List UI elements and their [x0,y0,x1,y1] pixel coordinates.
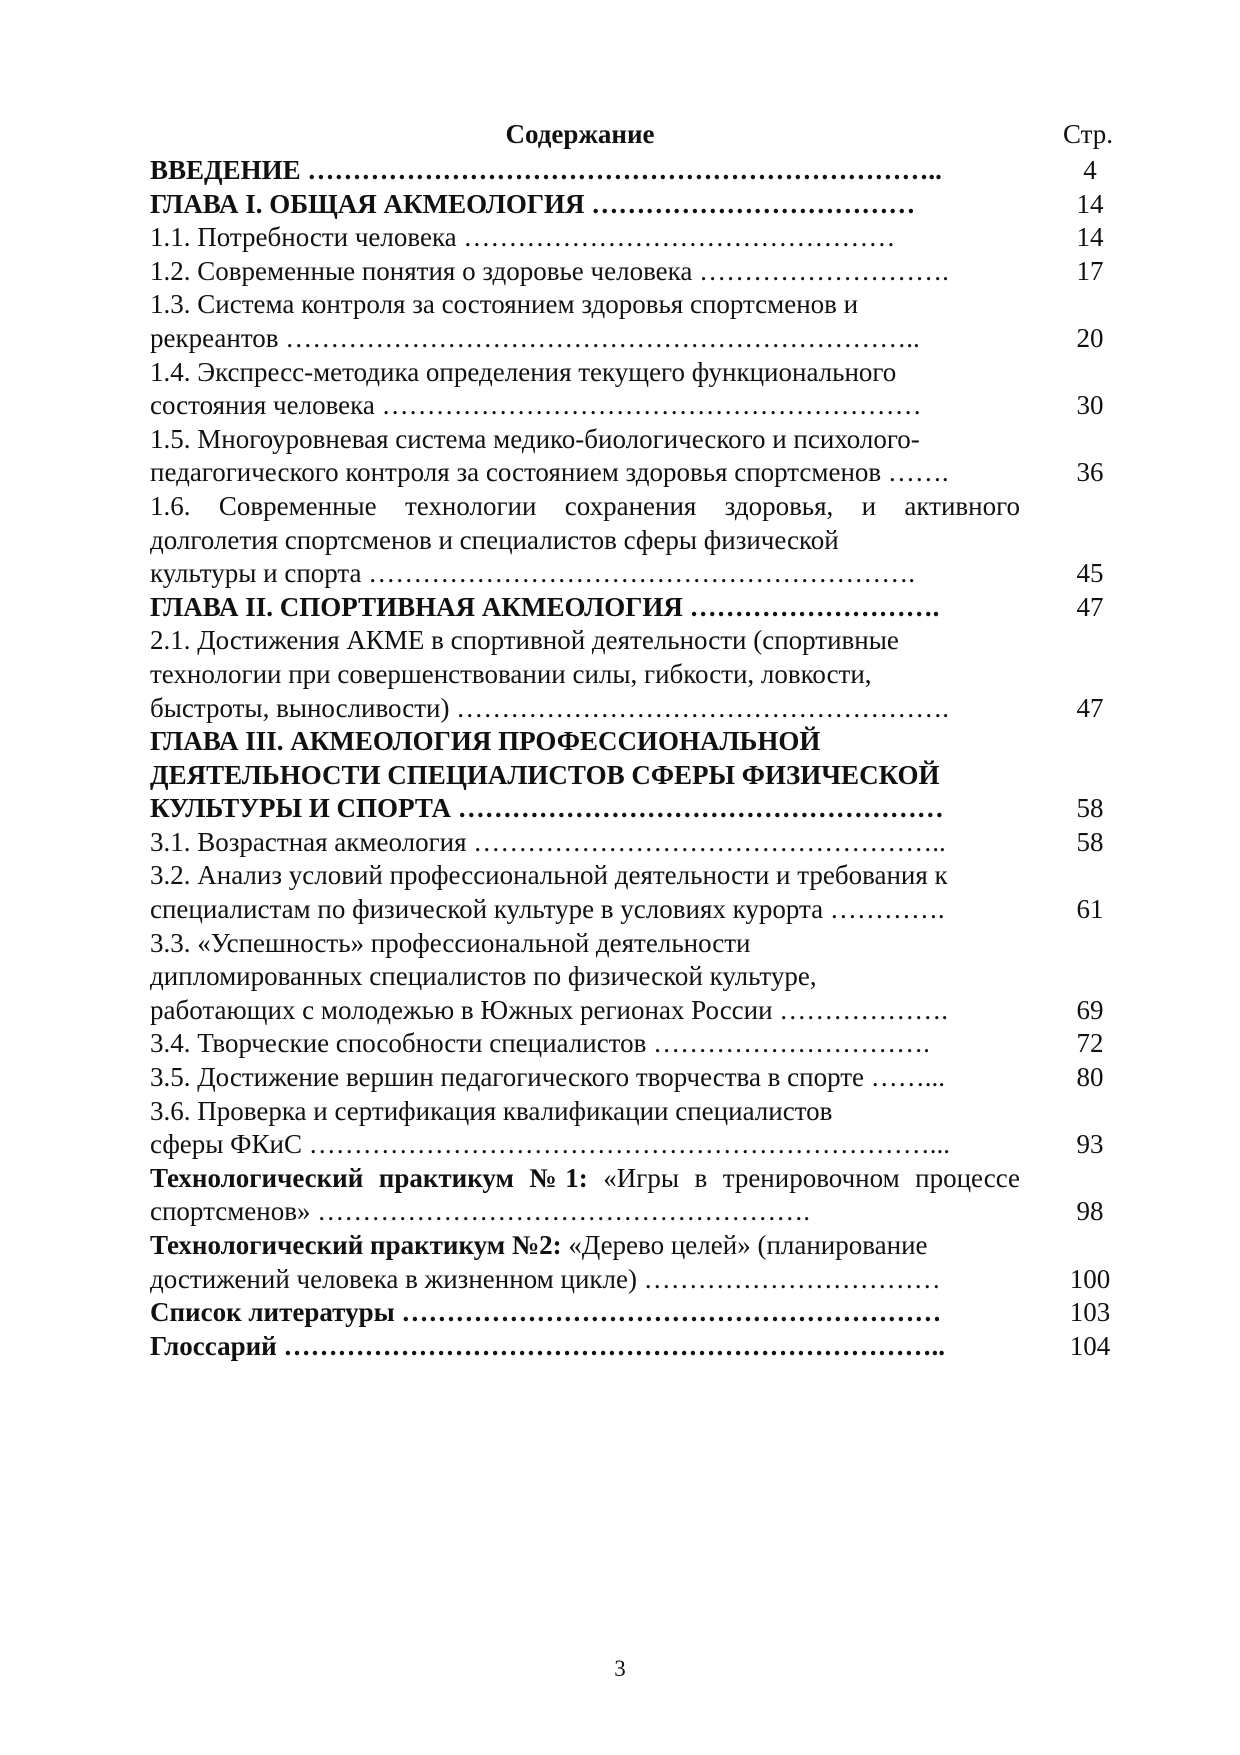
toc-entry-page: 47 [1076,692,1104,723]
toc-entry-chapter-1[interactable] [150,188,1150,222]
toc-entry-title: ГЛАВА I. ОБЩАЯ АКМЕОЛОГИЯ ……………………………… [150,188,916,219]
toc-title: Содержание [505,119,655,149]
toc-entry-page: 17 [1076,255,1104,286]
toc-entry-lead: Технологический практикум №2: [150,1230,562,1260]
toc-entry-page: 80 [1076,1062,1104,1093]
toc-entry-page: 58 [1076,793,1104,824]
toc-entry-title: 3.3. «Успешность» профессиональной деятельности дипломированных специалистов по физической культуре, работающих с молодежью в Южных регионах России ………………. [150,927,949,1025]
toc-entry-title: Глоссарий ……………………………………………………………….. [150,1330,945,1361]
toc-entry-title: 3.2. Анализ условий профессиональной деятельности и требования к специалистам по физической культуре в условиях курорта …………. [150,860,948,925]
toc-entry-rest: «Дерево целей» (планирование достижений человека в жизненном цикле) …………………………… [150,1230,941,1294]
toc-entry-3-5[interactable] [150,1061,1150,1095]
toc-entry-3-4[interactable] [150,1027,1150,1061]
toc-entry-page: 4 [1083,155,1097,185]
toc-entry-1-4[interactable] [150,356,1150,423]
toc-entry-chapter-3[interactable] [150,725,1150,826]
toc-entry-title [150,1162,1020,1229]
toc-entry-glossary[interactable] [150,1330,1150,1364]
toc-entry-3-6[interactable] [150,1095,1150,1162]
toc-entry-title: 1.1. Потребности человека ………………………………………… [150,222,896,253]
toc-entry-page: 20 [1076,322,1104,353]
toc-entry-page: 104 [1069,1330,1111,1361]
toc-entry-page: 93 [1076,1129,1104,1160]
toc-entry-page: 30 [1076,390,1104,421]
toc-entry-title: 3.1. Возрастная акмеология …………………………………………….. [150,826,946,857]
toc-entry-title: Список литературы …………………………………………………… [150,1297,942,1328]
toc-entry-page: 36 [1076,457,1104,488]
toc-entry-chapter-2[interactable] [150,591,1150,625]
toc-entry-1-1[interactable] [150,221,1150,255]
toc-entry-page: 69 [1076,994,1104,1025]
toc-entry-title: 1.6. Современные технологии сохранения здоровья, и активного долголетия спортсменов и специалистов сферы физической культуры и спорта ……………………………………………………. [150,490,1020,589]
toc-entry-page: 14 [1076,222,1104,253]
toc-entry-2-1[interactable] [150,624,1150,725]
toc-entry-title: ГЛАВА II. СПОРТИВНАЯ АКМЕОЛОГИЯ ………………………. [150,591,940,622]
toc-entry-rest: «Игры в тренировочном процессе спортсменов» ………………………………………………. [150,1162,1020,1227]
toc-entry-3-3[interactable] [150,927,1150,1028]
toc-entry-title: 1.5. Многоуровневая система медико-биологического и психолого- педагогического контроля за состоянием здоровья спортсменов ……. [150,423,949,488]
toc-entry-title: 1.3. Система контроля за состоянием здоровья спортсменов и рекреантов …………………………………………………………….. [150,289,920,353]
page-column-header: Стр. [1062,119,1114,149]
toc-entry-1-6[interactable] [150,490,1150,591]
toc-entry-1-2[interactable] [150,255,1150,289]
toc-entry-references[interactable] [150,1296,1150,1330]
toc-entry-page: 72 [1076,1028,1104,1059]
toc-entry-title: 3.4. Творческие способности специалистов …………………………. [150,1028,930,1059]
page-number: 3 [614,1656,626,1681]
toc-entry-title: 3.6. Проверка и сертификация квалификации специалистов сферы ФКиС ……………………………………………………………... [150,1095,950,1160]
toc-entry-page: 100 [1069,1263,1111,1294]
toc-entry-practicum-1[interactable] [150,1162,1150,1229]
toc-entry-title [150,1229,1020,1296]
toc-entry-page: 45 [1076,558,1104,589]
toc-entry-3-2[interactable] [150,859,1150,926]
toc-entry-page: 47 [1076,591,1104,622]
toc-entry-1-3[interactable] [150,288,1150,355]
toc-entry-lead: Технологический практикум №1: [150,1162,588,1193]
toc-entry-title: 1.2. Современные понятия о здоровье человека ………………………. [150,255,949,286]
toc-entry-3-1[interactable] [150,826,1150,860]
toc-entry-page: 61 [1076,894,1104,925]
toc-entry-title: 3.5. Достижение вершин педагогического творчества в спорте ……... [150,1062,946,1093]
toc-entry-page: 98 [1076,1196,1104,1227]
toc-entry-page: 58 [1076,826,1104,857]
toc-entry-title: 2.1. Достижения АКМЕ в спортивной деятельности (спортивные технологии при совершенствовании силы, гибкости, ловкости, быстроты, выносливости) ………………………………………………. [150,625,949,723]
toc-entry-practicum-2[interactable] [150,1229,1150,1296]
table-of-contents [150,154,1150,1363]
toc-entry-title: 1.4. Экспресс-методика определения текущего функционального состояния человека …………………………………………………… [150,356,922,421]
toc-entry-1-5[interactable] [150,423,1150,490]
toc-entry-introduction[interactable] [150,154,1150,188]
toc-entry-page: 103 [1069,1297,1111,1328]
toc-entry-page: 14 [1076,188,1104,219]
toc-entry-title: ВВЕДЕНИЕ …………………………………………………………….. [150,155,942,185]
toc-entry-title: ГЛАВА III. АКМЕОЛОГИЯ ПРОФЕССИОНАЛЬНОЙ ДЕЯТЕЛЬНОСТИ СПЕЦИАЛИСТОВ СФЕРЫ ФИЗИЧЕСКОЙ КУЛЬТУРЫ И СПОРТА ……………………………………………… [150,726,944,824]
